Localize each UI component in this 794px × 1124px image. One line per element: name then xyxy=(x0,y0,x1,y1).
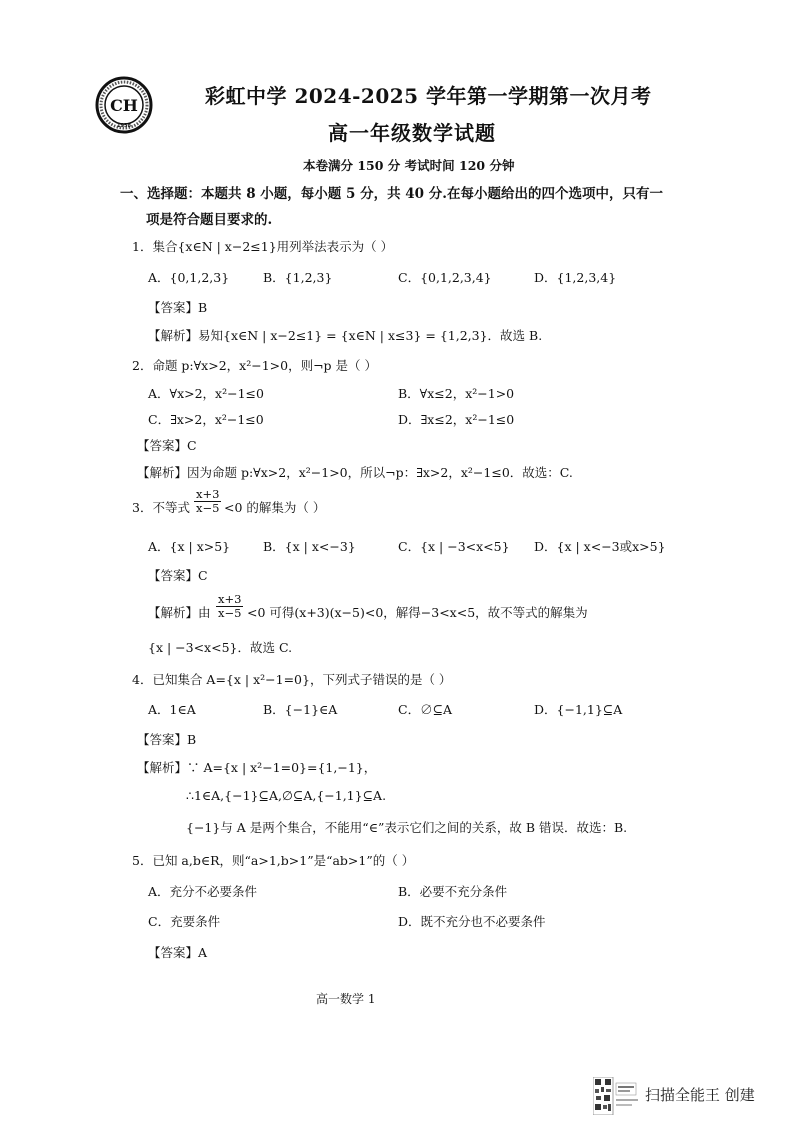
q3-analysis-line2: {x | −3<x<5}．故选 C. xyxy=(148,640,293,655)
logo-initials: CH xyxy=(110,96,138,115)
q3-analysis-prefix: 【解析】由 xyxy=(148,605,211,620)
q5-answer: 【答案】A xyxy=(148,945,208,960)
q1-analysis: 【解析】易知{x∈N | x−2≤1} = {x∈N | x≤3} = {1,2,3}．故选 B. xyxy=(148,328,543,343)
question-3-stem-prefix: 3．不等式 xyxy=(132,500,190,515)
page-footer: 高一数学 1 xyxy=(316,992,376,1006)
q4-option-a: A．1∈A xyxy=(148,702,196,717)
exam-title: 彩虹中学 2024-2025 学年第一学期第一次月考 xyxy=(205,84,652,108)
school-logo xyxy=(95,76,153,134)
q3-analysis-fraction-denominator: x−5 xyxy=(218,606,242,620)
question-1-stem: 1．集合{x∈N | x−2≤1}用列举法表示为（ ） xyxy=(132,239,394,254)
q3-fraction xyxy=(194,488,221,515)
q1-option-c: C．{0,1,2,3,4} xyxy=(398,270,492,285)
q3-option-b: B．{x | x<−3} xyxy=(263,539,356,554)
q3-option-a: A．{x | x>5} xyxy=(148,539,231,554)
section-heading-line1: 一、选择题：本题共 8 小题，每小题 5 分，共 40 分.在每小题给出的四个选项中，只有一 xyxy=(120,186,663,202)
q4-analysis-line1: 【解析】∵ A={x | x²−1=0}={1,−1}， xyxy=(137,760,377,775)
q3-fraction-numerator: x+3 xyxy=(196,487,220,501)
q3-answer: 【答案】C xyxy=(148,568,208,583)
q1-option-b: B．{1,2,3} xyxy=(263,270,333,285)
q2-option-d: D．∃x≤2，x²−1≤0 xyxy=(398,412,515,427)
q5-option-c: C．充要条件 xyxy=(148,914,221,929)
scanner-watermark: 扫描全能王 创建 xyxy=(645,1086,755,1104)
q3-analysis-fraction-numerator: x+3 xyxy=(218,592,242,606)
exam-meta: 本卷满分 150 分 考试时间 120 分钟 xyxy=(303,158,515,173)
question-4-stem: 4．已知集合 A={x | x²−1=0}，下列式子错误的是（ ） xyxy=(132,672,452,687)
q5-option-d: D．既不充分也不必要条件 xyxy=(398,914,546,929)
q1-option-d: D．{1,2,3,4} xyxy=(534,270,617,285)
q4-answer: 【答案】B xyxy=(137,732,197,747)
q2-option-c: C．∃x>2，x²−1≤0 xyxy=(148,412,264,427)
question-2-stem: 2．命题 p:∀x>2，x²−1>0，则¬p 是（ ） xyxy=(132,358,377,373)
q2-answer: 【答案】C xyxy=(137,438,197,453)
q3-analysis-suffix: <0 可得(x+3)(x−5)<0，解得−3<x<5，故不等式的解集为 xyxy=(247,605,588,620)
q5-option-b: B．必要不充分条件 xyxy=(398,884,508,899)
q2-option-a: A．∀x>2，x²−1≤0 xyxy=(148,386,264,401)
q4-analysis-line2: ∴1∈A,{−1}⊆A,∅⊆A,{−1,1}⊆A. xyxy=(186,788,387,803)
q4-option-d: D．{−1,1}⊆A xyxy=(534,702,623,717)
section-heading-line2: 项是符合题目要求的. xyxy=(146,212,273,228)
q4-analysis-line3: {−1}与 A 是两个集合，不能用“∈”表示它们之间的关系，故 B 错误．故选：B. xyxy=(186,820,628,835)
logo-year: 1958 xyxy=(117,123,131,129)
q3-option-d: D．{x | x<−3或x>5} xyxy=(534,539,666,554)
q3-option-c: C．{x | −3<x<5} xyxy=(398,539,510,554)
q4-option-b: B．{−1}∈A xyxy=(263,702,338,717)
q1-option-a: A．{0,1,2,3} xyxy=(148,270,230,285)
qr-code-icon xyxy=(593,1077,641,1115)
q3-fraction-denominator: x−5 xyxy=(196,501,220,515)
q2-analysis: 【解析】因为命题 p:∀x>2，x²−1>0，所以¬p：∃x>2，x²−1≤0．故选：C. xyxy=(137,465,573,480)
q3-analysis-fraction xyxy=(216,593,243,620)
q5-option-a: A．充分不必要条件 xyxy=(148,884,258,899)
q2-option-b: B．∀x≤2，x²−1>0 xyxy=(398,386,515,401)
exam-subtitle: 高一年级数学试题 xyxy=(328,121,496,145)
question-3-stem-suffix: <0 的解集为（ ） xyxy=(224,500,326,515)
q1-answer: 【答案】B xyxy=(148,300,208,315)
q4-option-c: C．∅⊆A xyxy=(398,702,453,717)
question-5-stem: 5．已知 a,b∈R，则“a>1,b>1”是“ab>1”的（ ） xyxy=(132,853,415,868)
